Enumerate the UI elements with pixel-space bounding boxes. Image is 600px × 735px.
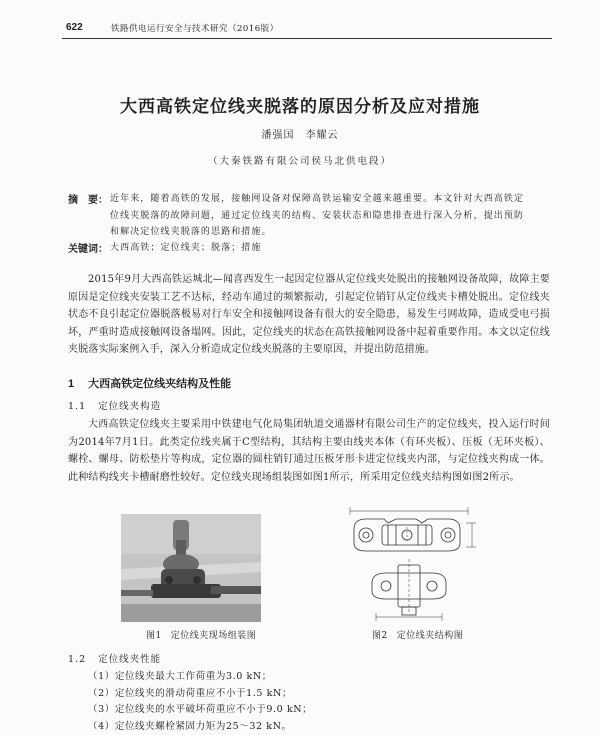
subsection-heading (68, 651, 161, 665)
text-line: 障主要原因是定位线夹安装工艺不达标，经动车通过的频繁振动，引起定位销钉从定位线夹卡槽处脱 (68, 274, 550, 303)
list-item: （3）定位线夹的水平破坏荷重应不小于9.0 kN； (88, 702, 312, 719)
authors: 潘强国 李耀云 (0, 126, 600, 141)
text-line: 障，造成受电弓损坏，严重时造成接触网设备塌网。因此，定位线夹的状态在高铁接触网设备中起着重 (68, 309, 550, 338)
running-header: 铁路供电运行安全与技术研究（2016版） (111, 22, 279, 34)
affiliation: （大秦铁路有限公司侯马北供电段） (0, 153, 600, 167)
text-line: 线夹构成一体。此种结构线夹卡槽耐磨性较好。定位线夹现场组装图如图1所示，所采用定位线夹结构 (68, 454, 550, 483)
text-line: 2015年9月大西高铁运城北—闻喜西发生一起因定位器从定位线夹处脱出的接触网设备故障，故 (88, 274, 519, 285)
text-line: 措施。 (405, 344, 436, 355)
subsection-heading (68, 398, 161, 412)
abstract-label: 摘 要： (68, 191, 108, 206)
subsection-title: 定位线夹构造 (98, 401, 161, 412)
text-line: 要作用。本文以定位线夹脱落实际案例入手，深入分析造成定位线夹脱落的主要原因，并提出防范 (68, 327, 550, 356)
subsection-number: 1.2 (68, 654, 86, 665)
abstract-line: 位线夹脱落的故障问题，通过定位线夹的结构、安装状态和隐患排查进行深入分析，提出预防 (110, 208, 545, 225)
keywords-label: 关键词： (68, 240, 108, 255)
section-number: 1 (68, 378, 74, 390)
text-line: 环夹板）、螺栓、螺母、防松垫片等构成，定位器的圆柱销钉通过压板牙形卡进定位线夹内部，与定位 (68, 437, 550, 466)
section-heading (68, 375, 231, 391)
subsection-title: 定位线夹性能 (98, 654, 161, 665)
clamp-structure-drawing (336, 503, 486, 623)
abstract-line: 近年来，随着高铁的发展，接触网设备对保障高铁运输安全越来越重要。本文针对大西高铁定 (110, 191, 545, 208)
structure-paragraph (68, 416, 550, 486)
performance-list (88, 669, 312, 735)
clamp-photo-graphic (121, 514, 261, 622)
intro-paragraph (68, 271, 550, 359)
figure1-caption (146, 628, 256, 641)
clamp-photo (121, 514, 261, 622)
header-rule (62, 38, 552, 39)
figure-caption-text: 定位线夹现场组装图 (171, 631, 257, 641)
list-item: （2）定位线夹的滑动荷重应不小于1.5 kN； (88, 686, 312, 703)
text-line: 出。定位线夹状态不良引起定位器脱落极易对行车安全和接触网设备有很大的安全隐患，易发生弓网故 (68, 292, 550, 321)
text-line: 大西高铁定位线夹主要采用中铁建电气化局集团轨道交通器材有限公司生产的定位线夹，投入运行 (88, 419, 530, 430)
figure2-caption (372, 628, 463, 641)
text-line: 时间为2014年7月1日。此类定位线夹属于C型结构，其结构主要由线夹本体（有环夹板）、压板（无 (68, 419, 550, 448)
clamp-drawing-graphic (336, 503, 486, 623)
page-number: 622 (66, 22, 83, 33)
keywords-text: 大西高铁；定位线夹；脱落；措施 (110, 240, 262, 253)
text-line: 图如图2所示。 (452, 472, 520, 483)
abstract-text (110, 191, 545, 241)
figure-caption-text: 定位线夹结构图 (397, 631, 464, 641)
figure-number: 图1 (146, 631, 162, 641)
abstract-line: 和解决定位线夹脱落的思路和措施。 (110, 224, 545, 241)
section-title: 大西高铁定位线夹结构及性能 (88, 378, 231, 390)
paper-title: 大西高铁定位线夹脱落的原因分析及应对措施 (0, 92, 600, 117)
list-item: （1）定位线夹最大工作荷重为3.0 kN； (88, 669, 312, 686)
list-item: （4）定位线夹螺栓紧固力矩为25～32 kN。 (88, 719, 312, 735)
figure-number: 图2 (372, 631, 388, 641)
subsection-number: 1.1 (68, 401, 86, 412)
